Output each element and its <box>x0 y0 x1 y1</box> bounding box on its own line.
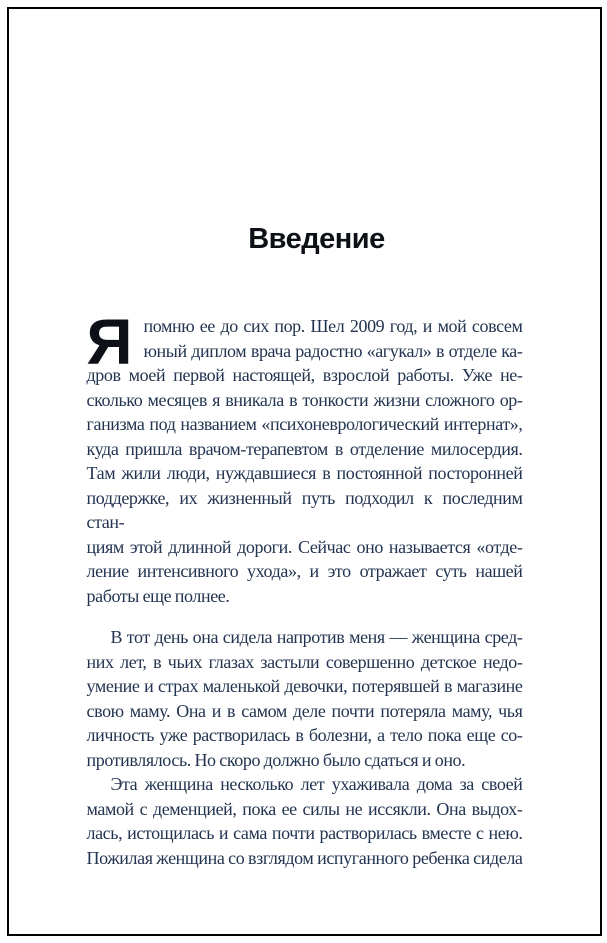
text-line: работы еще полнее. <box>86 585 230 606</box>
text-line: юный диплом врача радостно «агукал» в отделе ка- <box>143 340 523 361</box>
text-line: ление интенсивного ухода», и это отражает суть нашей <box>86 561 523 581</box>
book-page-frame <box>7 7 602 936</box>
text-line: сколько месяцев я вникала в тонкости жизни сложного ор- <box>86 389 523 410</box>
text-line: помню ее до сих пор. Шел 2009 год, и мой совсем <box>143 316 523 336</box>
text-line: В тот день она сидела напротив меня — женщина сред- <box>110 627 523 647</box>
text-line: Там жили люди, нуждавшиеся в постоянной посторонней <box>86 463 523 483</box>
paragraph <box>86 306 523 608</box>
paragraph <box>87 772 523 870</box>
text-line: ганизма под названием «психоневрологический интернат», <box>86 414 523 434</box>
text-line: умение и страх маленькой девочки, потерявшей в магазине <box>86 676 523 696</box>
paragraph <box>87 625 523 772</box>
text-line: поддержке, их жизненный путь подходил к последним стан- <box>86 487 523 532</box>
text-line: свою маму. Она и в самом деле почти потеряла маму, чья <box>86 700 523 721</box>
chapter-title: Введение <box>248 223 385 255</box>
text-line: циям этой длинной дороги. Сейчас оно называется «отде- <box>86 536 523 557</box>
text-line: личность уже растворилась в болезни, а тело пока еще со- <box>86 725 523 745</box>
text-line: куда пришла врачом-терапевтом в отделение милосердия. <box>86 438 523 459</box>
text-line: противлялось. Но скоро должно было сдаться и оно. <box>86 749 466 770</box>
text-line: мамой с деменцией, пока ее силы не иссякли. Она выдох- <box>86 798 523 819</box>
text-line: Эта женщина несколько лет ухаживала дома за своей <box>110 774 523 794</box>
text-line: Пожилая женщина со взглядом испуганного ребенка сидела <box>86 847 523 868</box>
drop-cap: Я <box>86 306 133 378</box>
text-line: дров моей первой настоящей, взрослой работы. Уже не- <box>86 365 523 385</box>
text-line: них лет, в чьих глазах застыли совершенно детское недо- <box>86 651 523 672</box>
text-line: лась, истощилась и сама почти растворилась вместе с нею. <box>86 823 523 843</box>
text-block <box>86 306 523 870</box>
